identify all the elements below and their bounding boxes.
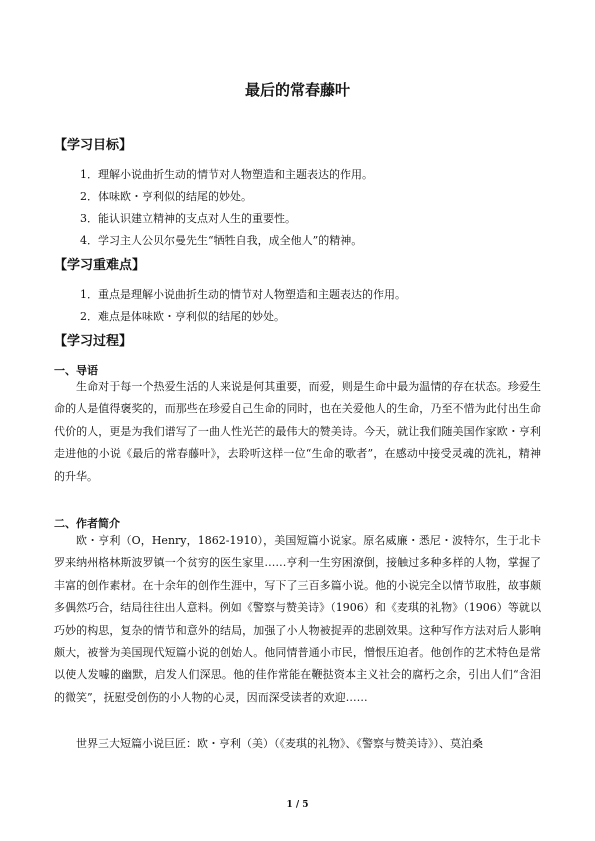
document-title: 最后的常春藤叶	[244, 81, 350, 99]
goal-item-2: 2．体味欧・亨利似的结尾的妙处。	[80, 190, 252, 203]
authors-masters-paragraph: 世界三大短篇小说巨匠：欧・亨利（美）（《麦琪的礼物》、《警察与赞美诗》）、莫泊桑	[76, 737, 483, 750]
page-number: 1 / 5	[286, 800, 309, 810]
learning-process-heading: 【学习过程】	[54, 334, 133, 349]
intro-paragraph: 生命对于每一个热爱生活的人来说是何其重要，而爱，则是生命中最为温情的存在状态。珍爱生命的人是值得褒奖的，而那些在珍爱自己生命的同时，也在关爱他人的生命，乃至不惜为此付出生命代价的人，更是为我们谱写了一曲人性光芒的最伟大的赞美诗。今天，就让我们随美国作家欧・亨利走进他的小说《最后的常春藤叶》，去聆听这样一位“生命的歌者”，在感动中接受灵魂的洗礼，精神的升华。	[54, 380, 541, 483]
focus-item-1: 1．重点是理解小说曲折生动的情节对人物塑造和主题表达的作用。	[80, 288, 406, 301]
learning-goals-heading: 【学习目标】	[54, 138, 133, 153]
author-heading: 二、作者简介	[54, 517, 120, 530]
goal-item-4: 4．学习主人公贝尔曼先生“牺牲自我，成全他人”的精神。	[80, 234, 363, 247]
author-paragraph: 欧・亨利（O，Henry，1862-1910），美国短篇小说家。原名威廉・悉尼・波特尔，生于北卡罗来纳州格林斯波罗镇一个贫穷的医生家里……亨利一生穷困潦倒，接触过多种多样的人物，掌握了丰富的创作素材。在十余年的创作生涯中，写下了三百多篇小说。他的小说完全以情节取胜，故事颇多偶然巧合，结局往往出人意料。例如《警察与赞美诗》（1906）和《麦琪的礼物》（1906）等就以巧妙的构思，复杂的情节和意外的结局，加强了小人物被捉弄的悲剧效果。这种写作方法对后人影响颇大，被誉为美国现代短篇小说的创始人。他同情普通小市民，憎恨压迫者。他创作的艺术特色是常以使人发噱的幽默，启发人们深思。他的佳作常能在鞭挞资本主义社会的腐朽之余，引出人们“含泪的微笑”，抚慰受创伤的小人物的心灵，因而深受读者的欢迎……	[54, 534, 541, 704]
focus-item-2: 2．难点是体味欧・亨利似的结尾的妙处。	[80, 310, 285, 323]
goal-item-3: 3．能认识建立精神的支点对人生的重要性。	[80, 212, 296, 225]
key-difficulties-heading: 【学习重难点】	[54, 258, 146, 273]
goal-item-1: 1．理解小说曲折生动的情节对人物塑造和主题表达的作用。	[80, 168, 373, 181]
intro-heading: 一、导语	[54, 364, 98, 377]
